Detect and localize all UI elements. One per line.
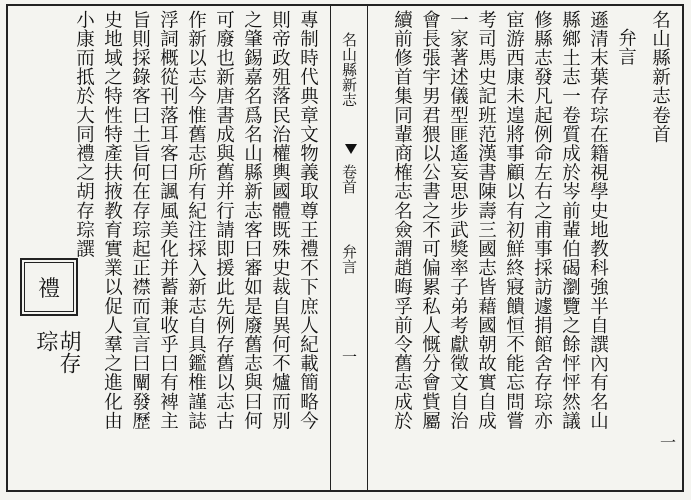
- text-column: 弁言: [615, 28, 637, 67]
- text-column: 史地域之特性特產扶掖教育實業以促人羣之進化由: [101, 10, 123, 431]
- text-column: 名山縣新志卷首: [649, 10, 671, 144]
- header-title: 名山縣新志: [340, 32, 358, 107]
- text-column: 之肇錫嘉名爲名山縣新志客曰審如是廢舊志與曰何: [241, 10, 263, 431]
- text-column: 續前修首集同輩商榷志名僉謂趙晦孚前令舊志成於: [391, 10, 413, 431]
- header-volume: 卷首: [340, 164, 358, 194]
- running-header: [330, 4, 368, 492]
- text-column: 修縣志發凡起例命左右之甫事採訪遽捐館舍存琮亦: [531, 10, 553, 431]
- header-section: 弁言: [340, 244, 358, 274]
- text-column: 遜清末葉存琮在籍視學史地教科強半自譔內有名山: [587, 10, 609, 431]
- text-column: 考司馬史記班范漢書陳壽三國志皆藉國朝故實自成: [475, 10, 497, 431]
- text-column: 則帝政殂落民治權輿國體既殊史裁自異何不爐而別: [269, 10, 291, 431]
- text-column: 一家著述儀型匪遙妄思步武獎率子弟考獻徵文自治: [447, 10, 469, 431]
- text-column: 會長張宇男君猥以公書之不可偏累私人慨分會貲屬: [419, 10, 441, 431]
- header-page: 一: [340, 349, 358, 364]
- page-mark: 一: [660, 433, 677, 452]
- text-column: 浮詞概從刊落耳客曰諷風美化并蓄兼收乎曰有裨主: [157, 10, 179, 431]
- text-column: 小康而抵於大同禮之胡存琮譔: [73, 10, 95, 259]
- text-column: 旨則採錄客曰土旨何在存琮起正襟而宣言曰闡發歷: [129, 10, 151, 431]
- seal-stamp: [20, 258, 78, 316]
- text-column: 宦游西康未遑將事顧以有初鮮終寢饋恒不能忘問嘗: [503, 10, 525, 431]
- text-column: 作新以志今惟舊志所有紀注採入新志自具鑑椎謹誌: [185, 10, 207, 431]
- seal-text: 禮: [24, 262, 74, 312]
- name-seal: 胡存琮: [32, 330, 81, 374]
- fish-tail-mark: [345, 144, 357, 154]
- text-column: 縣鄉土志一卷質成於岑前輩伯碣瀏覽之餘怦怦然議: [559, 10, 581, 431]
- text-column: 專制時代典章文物義取尊王禮不下庶人紀載簡略今: [297, 10, 319, 431]
- text-column: 可廢也新唐書成與舊并行請即援此先例存舊以志古: [213, 10, 235, 431]
